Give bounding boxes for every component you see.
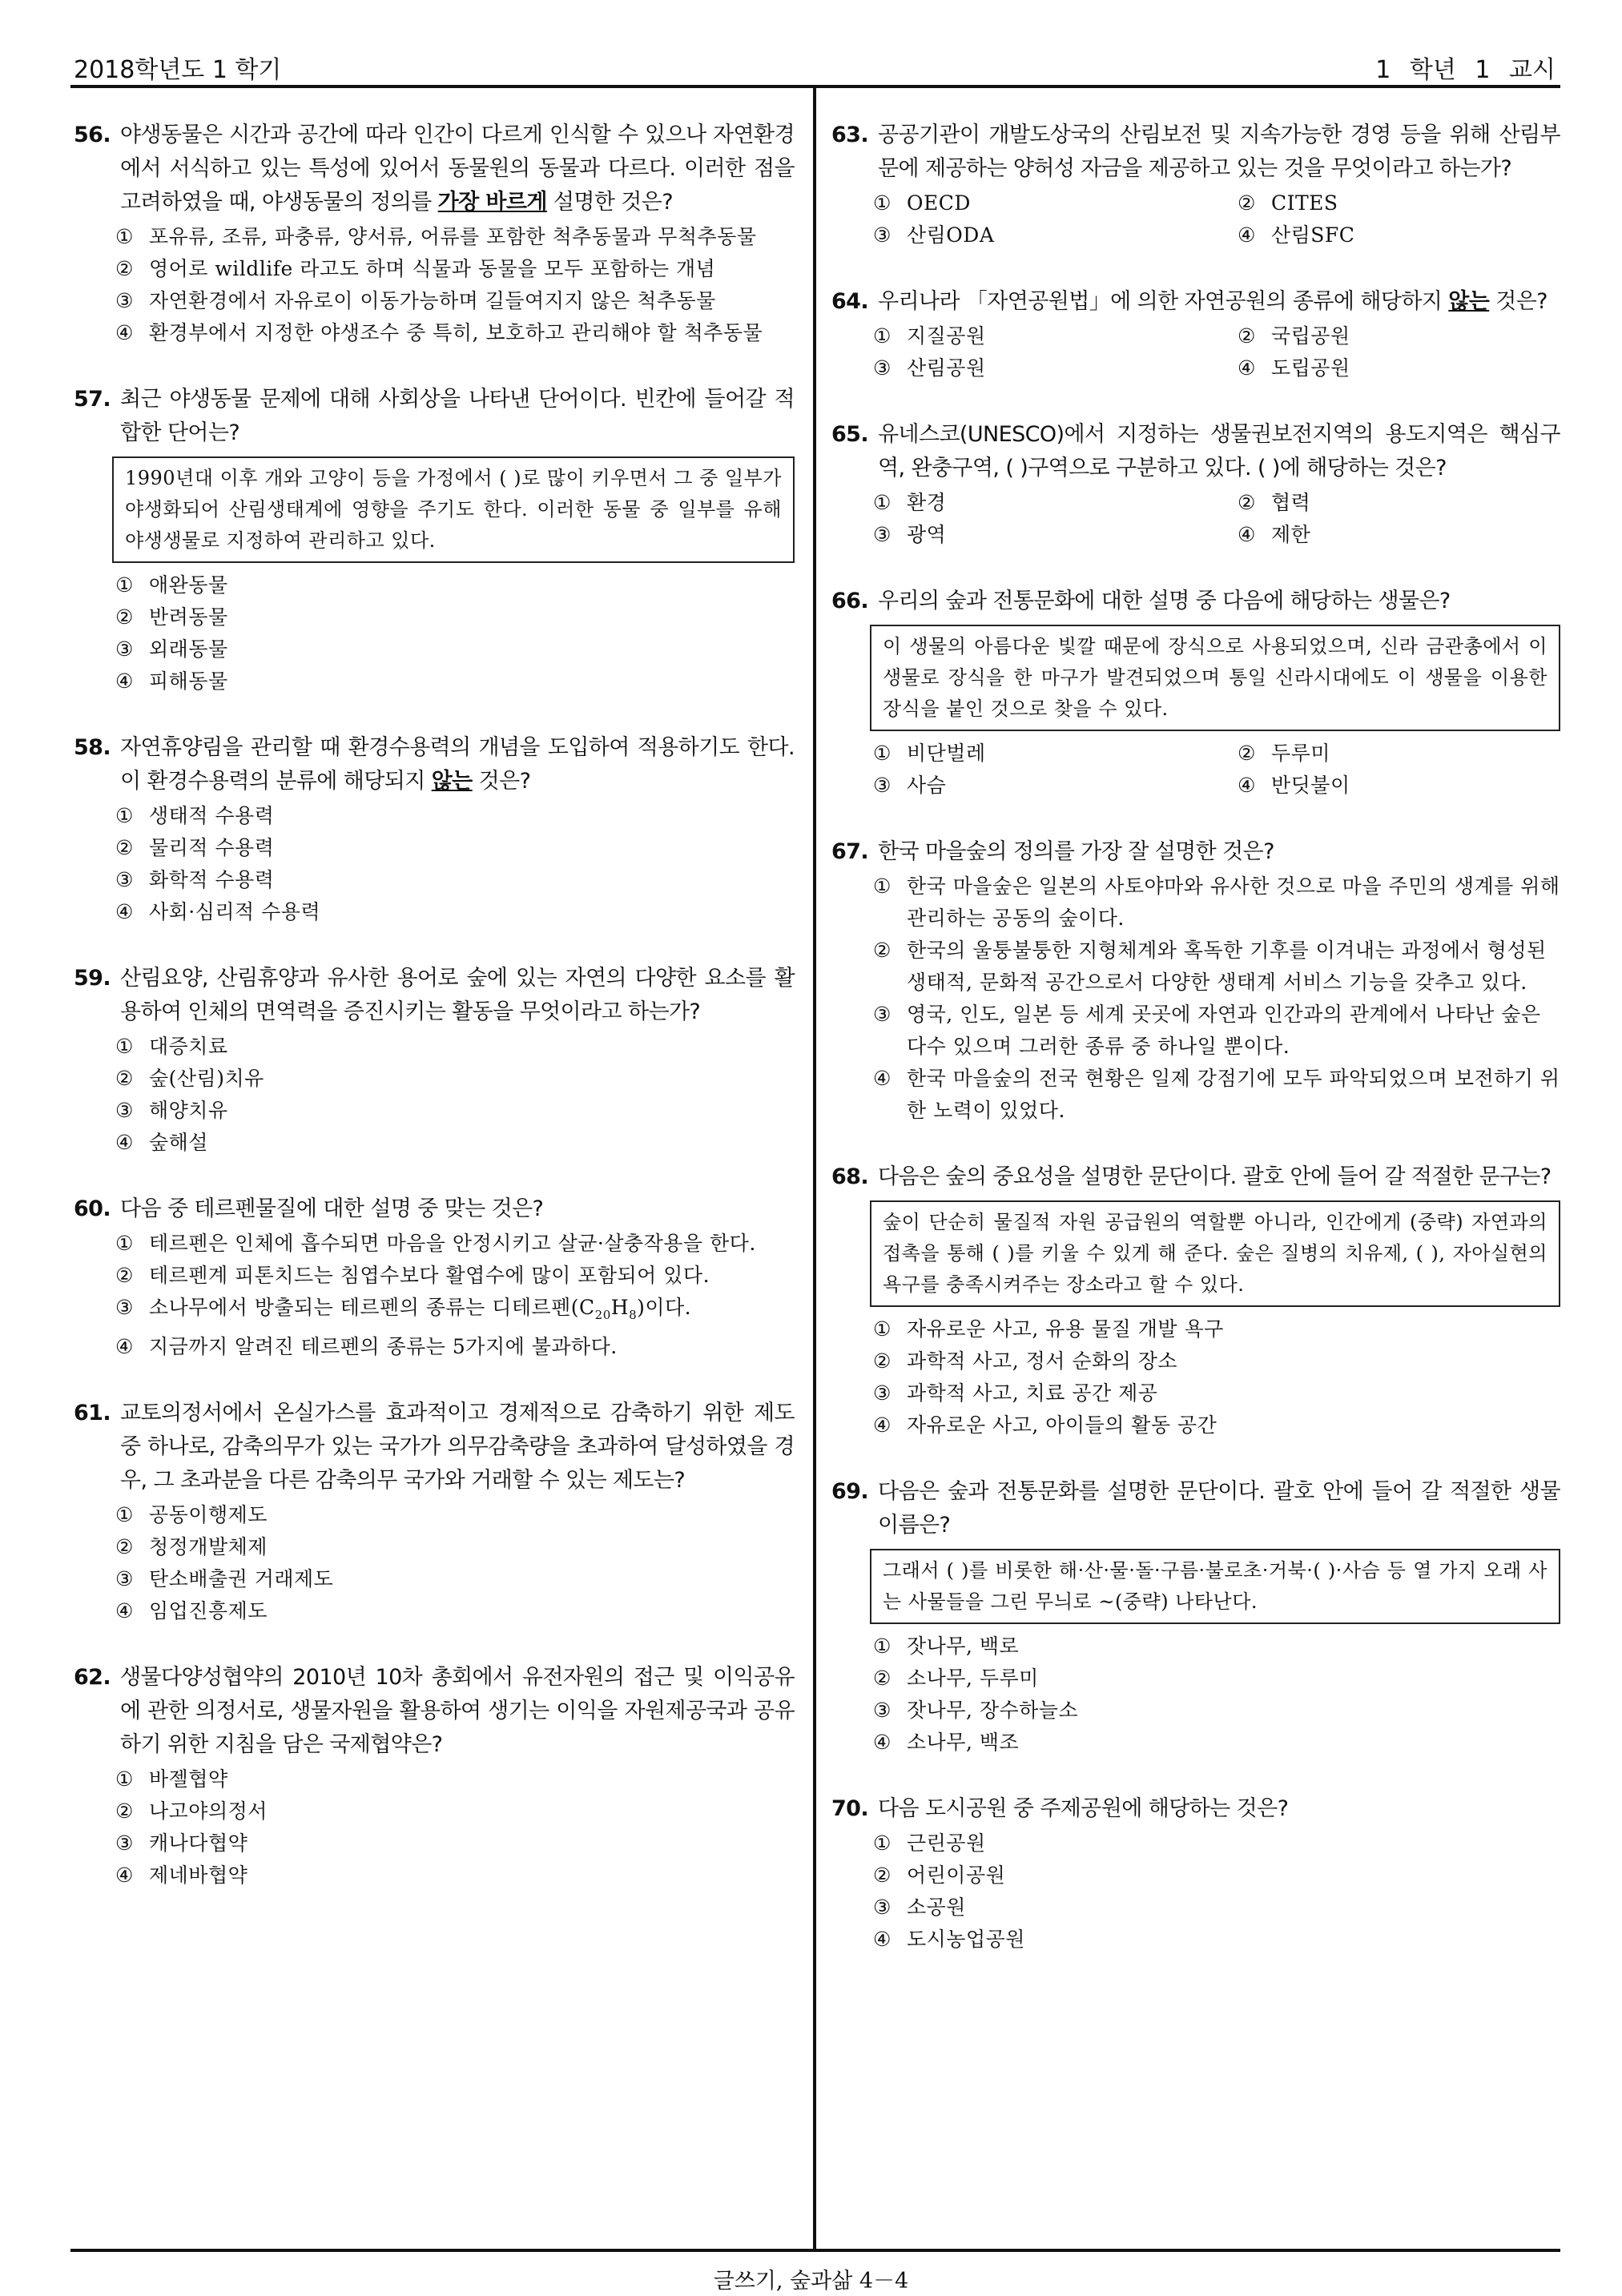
- option-2[interactable]: [831, 1345, 1560, 1377]
- option-marker: ④: [1238, 356, 1256, 380]
- option-2[interactable]: [1196, 738, 1560, 770]
- option-marker: ②: [1238, 324, 1256, 348]
- question-stem: 생물다양성협약의 2010년 10차 총회에서 유전자원의 접근 및 이익공유에 관한 의정서로, 생물자원을 활용하여 생기는 이익을 자원제공국과 공유하기 위한 지침을 담은 국제협약은?: [120, 1665, 795, 1757]
- options: [74, 1031, 795, 1159]
- question-number: 62.: [74, 1665, 111, 1690]
- option-1[interactable]: [74, 1031, 795, 1063]
- options: [74, 1228, 795, 1363]
- page-footer: 글쓰기, 숲과삶 4－4: [713, 2269, 909, 2294]
- option-text: 자유로운 사고, 아이들의 활동 공간: [907, 1413, 1218, 1437]
- option-text: 숲(산림)치유: [149, 1067, 264, 1090]
- option-text: 탄소배출권 거래제도: [149, 1567, 334, 1590]
- question-number: 63.: [831, 123, 869, 147]
- question-69: [831, 1475, 1560, 1759]
- option-text: 피해동물: [149, 669, 228, 693]
- option-marker: ④: [1238, 223, 1256, 247]
- option-marker: ①: [115, 804, 134, 827]
- option-marker: ②: [115, 1264, 134, 1287]
- option-1[interactable]: [74, 221, 795, 253]
- option-text: 환경: [907, 491, 947, 514]
- option-marker: ①: [873, 742, 891, 765]
- question-stem-end: 것은?: [1489, 289, 1548, 314]
- option-1[interactable]: [74, 1228, 795, 1260]
- option-3[interactable]: [74, 633, 795, 665]
- question-stem: 산림요양, 산림휴양과 유사한 용어로 숲에 있는 자연의 다양한 요소를 활용하여 인체의 면역력을 증진시키는 활동을 무엇이라고 하는가?: [120, 966, 795, 1024]
- option-marker: ④: [1238, 774, 1256, 797]
- option-text: 협력: [1271, 491, 1311, 514]
- question-56: [74, 119, 795, 349]
- option-text: 소나무에서 방출되는 테르펜의 종류는 디테르펜(C: [149, 1296, 595, 1319]
- option-text: 사슴: [907, 774, 947, 797]
- question-number: 58.: [74, 735, 111, 760]
- option-text: 지금까지 알려진 테르펜의 종류는 5가지에 불과하다.: [149, 1335, 618, 1358]
- option-4[interactable]: [1196, 770, 1560, 802]
- option-1[interactable]: [831, 320, 1196, 352]
- option-3[interactable]: [74, 285, 795, 317]
- option-marker: ②: [873, 1349, 891, 1373]
- options: [831, 738, 1560, 802]
- option-text: 임업진흥제도: [149, 1599, 268, 1622]
- option-1[interactable]: [831, 487, 1196, 519]
- question-number: 66.: [831, 589, 869, 613]
- question-number: 69.: [831, 1479, 869, 1504]
- passage-box: 이 생물의 아름다운 빛깔 때문에 장식으로 사용되었으며, 신라 금관총에서 이 생물로 장식을 한 마구가 발견되었으며 통일 신라시대에도 이 생물을 이용한 장식을 붙인 것으로 찾을 수 있다.: [870, 625, 1560, 731]
- option-text: 잣나무, 백로: [907, 1635, 1020, 1658]
- question-stem: 다음은 숲의 중요성을 설명한 문단이다. 괄호 안에 들어 갈 적절한 문구는?: [878, 1164, 1552, 1189]
- right-column: [831, 119, 1560, 1989]
- option-text: 자연환경에서 자유로이 이동가능하며 길들여지지 않은 척추동물: [149, 289, 716, 312]
- option-text: 캐나다협약: [149, 1832, 248, 1855]
- question-text: [831, 1160, 1560, 1194]
- option-text: 두루미: [1271, 742, 1330, 765]
- option-text: 화학적 수용력: [149, 868, 275, 891]
- question-stem: 야생동물은 시간과 공간에 따라 인간이 다르게 인식할 수 있으나 자연환경에서 서식하고 있는 특성에 있어서 동물원의 동물과 다르다. 이러한 점을 고려하였을 때, 야생동물의 정의를: [120, 123, 795, 215]
- option-text: 공동이행제도: [149, 1503, 268, 1526]
- option-text: 제네바협약: [149, 1864, 248, 1887]
- question-70: [831, 1792, 1560, 1956]
- options: [831, 1631, 1560, 1759]
- option-marker: ①: [873, 875, 891, 898]
- option-text: 포유류, 조류, 파충류, 양서류, 어류를 포함한 척추동물과 무척추동물: [149, 225, 757, 248]
- option-marker: ②: [873, 1667, 891, 1690]
- option-text: 물리적 수용력: [149, 836, 275, 859]
- question-60: [74, 1192, 795, 1363]
- question-stem: 우리나라 「자연공원법」에 의한 자연공원의 종류에 해당하지: [878, 289, 1449, 314]
- option-text: 청정개발체제: [149, 1535, 268, 1558]
- options: [74, 1763, 795, 1892]
- option-marker: ③: [873, 1896, 891, 1919]
- options: [831, 187, 1560, 251]
- option-text: OECD: [907, 191, 971, 215]
- option-text: 소공원: [907, 1896, 966, 1919]
- question-65: [831, 418, 1560, 551]
- question-number: 67.: [831, 839, 869, 864]
- option-text: 해양치유: [149, 1099, 228, 1122]
- question-63: [831, 119, 1560, 251]
- question-text: [74, 731, 795, 798]
- option-marker: ④: [115, 1599, 134, 1622]
- option-text: CITES: [1271, 191, 1338, 215]
- option-text: 광역: [907, 523, 947, 546]
- option-marker: ①: [115, 1035, 134, 1058]
- option-marker: ①: [115, 1503, 134, 1526]
- option-marker: ③: [873, 1381, 891, 1405]
- question-stem-end: 것은?: [472, 769, 531, 794]
- option-marker: ①: [115, 1767, 134, 1791]
- option-marker: ③: [873, 774, 891, 797]
- option-marker: ④: [115, 900, 134, 923]
- option-1[interactable]: [74, 1763, 795, 1795]
- option-text: 생태적 수용력: [149, 804, 275, 827]
- options: [74, 800, 795, 928]
- option-4[interactable]: [1196, 219, 1560, 251]
- option-4[interactable]: [831, 1727, 1560, 1759]
- option-2[interactable]: [1196, 320, 1560, 352]
- option-2[interactable]: [74, 1260, 795, 1292]
- option-text: 바젤협약: [149, 1767, 228, 1791]
- question-text: [74, 383, 795, 450]
- column-divider: [813, 86, 816, 2250]
- question-number: 56.: [74, 123, 111, 147]
- option-marker: ②: [115, 1535, 134, 1558]
- question-text: [74, 1192, 795, 1226]
- question-stem: 한국 마을숲의 정의를 가장 잘 설명한 것은?: [878, 839, 1274, 864]
- passage-box: 그래서 ( )를 비롯한 해·산·물·돌·구름·불로초·거북·( )·사슴 등 열 가지 오래 사는 사물들을 그린 무늬로 ~(중략) 나타난다.: [870, 1549, 1560, 1624]
- option-marker: ③: [115, 1296, 134, 1319]
- option-4[interactable]: [1196, 519, 1560, 551]
- question-68: [831, 1160, 1560, 1442]
- option-marker: ①: [873, 324, 891, 348]
- option-marker: ④: [115, 1131, 134, 1154]
- option-4[interactable]: [74, 1595, 795, 1627]
- emphasis: 않는: [431, 769, 473, 794]
- option-text: 자유로운 사고, 유용 물질 개발 욕구: [907, 1317, 1224, 1341]
- option-1[interactable]: [831, 1631, 1560, 1663]
- option-marker: ③: [115, 289, 134, 312]
- option-marker: ②: [115, 1799, 134, 1823]
- option-text: 영국, 인도, 일본 등 세계 곳곳에 자연과 인간과의 관계에서 나타난 숲은 다수 있으며 그러한 종류 중 하나일 뿐이다.: [907, 1003, 1541, 1058]
- option-text: 사회·심리적 수용력: [149, 900, 321, 923]
- option-text: 숲해설: [149, 1131, 208, 1154]
- question-66: [831, 585, 1560, 802]
- question-number: 57.: [74, 387, 111, 412]
- option-3[interactable]: [831, 519, 1196, 551]
- question-text: [74, 962, 795, 1029]
- option-3[interactable]: [831, 1377, 1560, 1409]
- option-marker: ④: [873, 1731, 891, 1754]
- option-2[interactable]: [74, 253, 795, 285]
- options: [74, 221, 795, 349]
- option-marker: ①: [873, 491, 891, 514]
- option-text: 산림SFC: [1271, 223, 1355, 247]
- passage-box: 숲이 단순히 물질적 자원 공급원의 역할뿐 아니라, 인간에게 (중략) 자연과의 접촉을 통해 ( )를 키울 수 있게 해 준다. 숲은 질병의 치유제, ( ), 자아실현의 욕구를 충족시켜주는 장소라고 할 수 있다.: [870, 1200, 1560, 1307]
- question-text: [831, 119, 1560, 186]
- option-3[interactable]: [831, 219, 1196, 251]
- option-marker: ③: [115, 637, 134, 661]
- option-text: 잣나무, 장수하늘소: [907, 1699, 1079, 1722]
- question-stem: 최근 야생동물 문제에 대해 사회상을 나타낸 단어이다. 빈칸에 들어갈 적합한 단어는?: [120, 387, 795, 445]
- options: [831, 1313, 1560, 1442]
- option-text: 어린이공원: [907, 1864, 1006, 1887]
- question-text: [831, 285, 1560, 319]
- semester-label: 2018학년도 1 학기: [74, 56, 282, 84]
- option-marker: ③: [873, 1699, 891, 1722]
- option-marker: ④: [873, 1413, 891, 1437]
- question-text: [831, 418, 1560, 485]
- option-text: 제한: [1271, 523, 1311, 546]
- option-text: 지질공원: [907, 324, 986, 348]
- passage-box: 1990년대 이후 개와 고양이 등을 가정에서 ( )로 많이 키우면서 그 중 일부가 야생화되어 산림생태계에 영향을 주기도 한다. 이러한 동물 중 일부를 유해 야생생물로 지정하여 관리하고 있다.: [112, 456, 795, 563]
- option-marker: ②: [115, 1067, 134, 1090]
- option-marker: ②: [873, 939, 891, 962]
- option-marker: ②: [1238, 742, 1256, 765]
- option-2[interactable]: [831, 935, 1560, 999]
- page-header: [74, 42, 1556, 83]
- question-number: 60.: [74, 1196, 111, 1221]
- question-58: [74, 731, 795, 928]
- options: [831, 1828, 1560, 1956]
- question-number: 59.: [74, 966, 111, 991]
- option-1[interactable]: [831, 1313, 1560, 1345]
- emphasis: 않는: [1448, 289, 1490, 314]
- option-marker: ③: [873, 1003, 891, 1026]
- option-2[interactable]: [1196, 487, 1560, 519]
- option-text: 근린공원: [907, 1832, 986, 1855]
- option-1[interactable]: [74, 800, 795, 832]
- option-text: 반딧불이: [1271, 774, 1350, 797]
- option-marker: ③: [115, 1099, 134, 1122]
- grade-period-label: 1 학년 1 교시: [1375, 56, 1556, 84]
- question-62: [74, 1661, 795, 1892]
- question-text: [831, 1792, 1560, 1826]
- option-1[interactable]: [831, 871, 1560, 935]
- question-stem: 다음 중 테르펜물질에 대한 설명 중 맞는 것은?: [120, 1196, 544, 1221]
- option-3[interactable]: [74, 1292, 795, 1331]
- option-text: 도립공원: [1271, 356, 1350, 380]
- options: [831, 320, 1560, 384]
- option-1[interactable]: [74, 1499, 795, 1531]
- option-text: 도시농업공원: [907, 1928, 1025, 1951]
- question-text: [831, 585, 1560, 618]
- question-stem: 공공기관이 개발도상국의 산림보전 및 지속가능한 경영 등을 위해 산림부문에 제공하는 양허성 자금을 제공하고 있는 것을 무엇이라고 하는가?: [878, 123, 1560, 181]
- option-text: 과학적 사고, 정서 순화의 장소: [907, 1349, 1178, 1373]
- option-4[interactable]: [1196, 352, 1560, 384]
- option-marker: ④: [115, 669, 134, 693]
- option-marker: ②: [873, 1864, 891, 1887]
- option-1[interactable]: [831, 1828, 1560, 1860]
- option-text: 소나무, 백조: [907, 1731, 1020, 1754]
- option-2[interactable]: [74, 832, 795, 864]
- option-3[interactable]: [74, 864, 795, 896]
- emphasis: 가장 바르게: [437, 190, 547, 215]
- option-marker: ③: [115, 1567, 134, 1590]
- left-column: [74, 119, 795, 1925]
- option-2[interactable]: [831, 1860, 1560, 1892]
- option-marker: ③: [115, 1832, 134, 1855]
- question-text: [74, 1397, 795, 1498]
- option-4[interactable]: [74, 1860, 795, 1892]
- option-marker: ②: [115, 605, 134, 629]
- subscript: 20: [594, 1308, 611, 1322]
- option-text: 한국의 울퉁불퉁한 지형체계와 혹독한 기후를 이겨내는 과정에서 형성된 생태적, 문화적 공간으로서 다양한 생태계 서비스 기능을 갖추고 있다.: [907, 939, 1547, 994]
- option-3[interactable]: [74, 1563, 795, 1595]
- option-text: 테르펜은 인체에 흡수되면 마음을 안정시키고 살균·살충작용을 한다.: [149, 1232, 756, 1255]
- option-2[interactable]: [831, 1663, 1560, 1695]
- option-4[interactable]: [74, 665, 795, 698]
- option-marker: ①: [873, 1635, 891, 1658]
- option-3[interactable]: [831, 1892, 1560, 1924]
- question-stem: 자연휴양림을 관리할 때 환경수용력의 개념을 도입하여 적용하기도 한다. 이 환경수용력의 분류에 해당되지: [120, 735, 795, 794]
- option-1[interactable]: [831, 738, 1196, 770]
- option-marker: ①: [115, 1232, 134, 1255]
- option-marker: ①: [115, 225, 134, 248]
- question-text: [831, 1475, 1560, 1542]
- question-67: [831, 835, 1560, 1127]
- question-text: [74, 119, 795, 219]
- options: [831, 871, 1560, 1127]
- option-1[interactable]: [831, 187, 1196, 219]
- option-marker: ②: [115, 257, 134, 280]
- option-text: 한국 마을숲은 일본의 사토야마와 유사한 것으로 마을 주민의 생계를 위해 관리하는 공동의 숲이다.: [907, 875, 1560, 930]
- option-2[interactable]: [74, 1531, 795, 1563]
- question-stem: 다음 도시공원 중 주제공원에 해당하는 것은?: [878, 1796, 1289, 1821]
- option-text: 산림공원: [907, 356, 986, 380]
- option-4[interactable]: [831, 1409, 1560, 1442]
- option-marker: ④: [115, 1864, 134, 1887]
- option-text: 비단벌레: [907, 742, 986, 765]
- option-2[interactable]: [1196, 187, 1560, 219]
- option-3[interactable]: [831, 352, 1196, 384]
- option-2[interactable]: [74, 601, 795, 633]
- question-59: [74, 962, 795, 1159]
- option-1[interactable]: [74, 569, 795, 601]
- option-3[interactable]: [831, 770, 1196, 802]
- option-marker: ③: [873, 523, 891, 546]
- option-text: 반려동물: [149, 605, 228, 629]
- option-text: 산림ODA: [907, 223, 995, 247]
- options: [74, 1499, 795, 1627]
- question-text: [831, 835, 1560, 869]
- option-text: 한국 마을숲의 전국 현황은 일제 강점기에 모두 파악되었으며 보전하기 위한 노력이 있었다.: [907, 1067, 1560, 1122]
- question-text: [74, 1661, 795, 1762]
- options: [831, 487, 1560, 551]
- option-marker: ②: [115, 836, 134, 859]
- option-marker: ③: [873, 356, 891, 380]
- option-3[interactable]: [831, 999, 1560, 1063]
- option-text: 소나무, 두루미: [907, 1667, 1039, 1690]
- question-57: [74, 383, 795, 698]
- option-2[interactable]: [74, 1063, 795, 1095]
- option-4[interactable]: [74, 896, 795, 928]
- option-marker: ③: [873, 223, 891, 247]
- option-marker: ②: [1238, 491, 1256, 514]
- question-61: [74, 1397, 795, 1627]
- option-marker: ①: [873, 191, 891, 215]
- options: [74, 569, 795, 698]
- option-marker: ①: [115, 573, 134, 597]
- footer-rule: [70, 2249, 1560, 2252]
- option-4[interactable]: [74, 1127, 795, 1159]
- option-4[interactable]: [74, 317, 795, 349]
- option-4[interactable]: [831, 1924, 1560, 1956]
- option-marker: ④: [873, 1928, 891, 1951]
- option-2[interactable]: [74, 1795, 795, 1828]
- option-marker: ①: [873, 1317, 891, 1341]
- option-text: 환경부에서 지정한 야생조수 중 특히, 보호하고 관리해야 할 척추동물: [149, 321, 763, 344]
- option-text: 대증치료: [149, 1035, 228, 1058]
- option-3[interactable]: [831, 1695, 1560, 1727]
- option-3[interactable]: [74, 1095, 795, 1127]
- question-stem: 교토의정서에서 온실가스를 효과적이고 경제적으로 감축하기 위한 제도 중 하나로, 감축의무가 있는 국가가 의무감축량을 초과하여 달성하였을 경우, 그 초과분을 다른 감축의무 국가와 거래할 수 있는 제도는?: [120, 1401, 795, 1493]
- option-3[interactable]: [74, 1828, 795, 1860]
- option-4[interactable]: [74, 1331, 795, 1363]
- option-marker: ②: [1238, 191, 1256, 215]
- option-marker: ④: [115, 321, 134, 344]
- question-stem: 다음은 숲과 전통문화를 설명한 문단이다. 괄호 안에 들어 갈 적절한 생물 이름은?: [878, 1479, 1560, 1538]
- option-text: 테르펜계 피톤치드는 침엽수보다 활엽수에 많이 포함되어 있다.: [149, 1264, 710, 1287]
- option-text: 국립공원: [1271, 324, 1350, 348]
- question-stem: 유네스코(UNESCO)에서 지정하는 생물권보전지역의 용도지역은 핵심구역, 완충구역, ( )구역으로 구분하고 있다. ( )에 해당하는 것은?: [878, 422, 1560, 481]
- option-text: 나고야의정서: [149, 1799, 268, 1823]
- option-marker: ④: [1238, 523, 1256, 546]
- question-number: 61.: [74, 1401, 111, 1425]
- option-4[interactable]: [831, 1063, 1560, 1127]
- question-stem: 우리의 숲과 전통문화에 대한 설명 중 다음에 해당하는 생물은?: [878, 589, 1451, 613]
- question-number: 70.: [831, 1796, 869, 1821]
- question-number: 68.: [831, 1164, 869, 1189]
- option-text-end: )이다.: [637, 1296, 692, 1319]
- option-text: 영어로 wildlife 라고도 하며 식물과 동물을 모두 포함하는 개념: [149, 257, 716, 280]
- question-number: 65.: [831, 422, 869, 447]
- question-stem-end: 설명한 것은?: [546, 190, 673, 215]
- option-marker: ④: [873, 1067, 891, 1090]
- option-marker: ④: [115, 1335, 134, 1358]
- option-text: 외래동물: [149, 637, 228, 661]
- question-64: [831, 285, 1560, 384]
- option-text: 애완동물: [149, 573, 228, 597]
- option-text-mid: H: [610, 1296, 630, 1319]
- subscript: 8: [629, 1308, 638, 1322]
- question-number: 64.: [831, 289, 869, 314]
- option-marker: ③: [115, 868, 134, 891]
- option-text: 과학적 사고, 치료 공간 제공: [907, 1381, 1158, 1405]
- option-marker: ①: [873, 1832, 891, 1855]
